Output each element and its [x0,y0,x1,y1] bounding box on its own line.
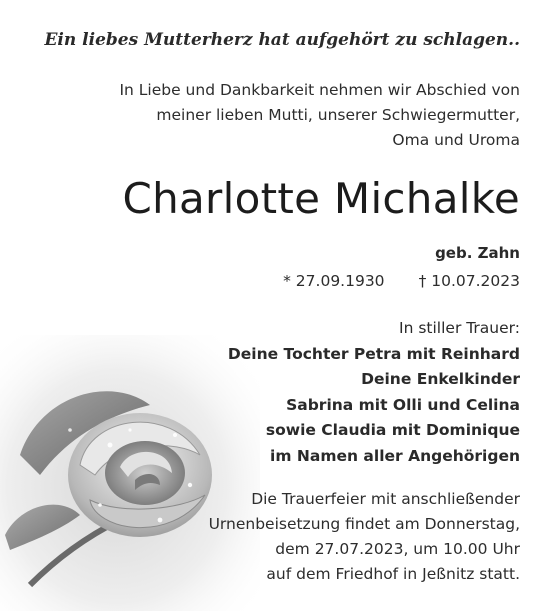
intro-line: Oma und Uroma [392,131,520,149]
mourner-line: sowie Claudia mit Dominique [265,421,520,439]
funeral-line: auf dem Friedhof in Jeßnitz statt. [266,565,520,583]
death-date: † 10.07.2023 [418,272,520,290]
funeral-line: dem 27.07.2023, um 10.00 Uhr [275,540,520,558]
funeral-details [209,487,520,587]
mourner-line: Deine Tochter Petra mit Reinhard [227,344,520,363]
mourners-list [228,316,520,469]
maiden-name: geb. Zahn [435,244,520,262]
funeral-line: Die Trauerfeier mit anschließender [251,490,520,508]
deceased-name: Charlotte Michalke [122,174,520,223]
mourner-line: Deine Enkelkinder [361,370,520,388]
intro-text [119,78,520,153]
mourner-line: Sabrina mit Olli und Celina [286,395,520,414]
intro-line: meiner lieben Mutti, unserer Schwiegermutter, [156,106,520,124]
mourner-line: im Namen aller Angehörigen [270,446,520,465]
birth-date: * 27.09.1930 [283,272,385,290]
intro-line: In Liebe und Dankbarkeit nehmen wir Abschied von [119,81,520,99]
life-dates [283,272,520,290]
headline: Ein liebes Mutterherz hat aufgehört zu schlagen.. [44,30,520,50]
funeral-line: Urnenbeisetzung findet am Donnerstag, [208,515,520,533]
mourners-lead: In stiller Trauer: [399,319,520,337]
